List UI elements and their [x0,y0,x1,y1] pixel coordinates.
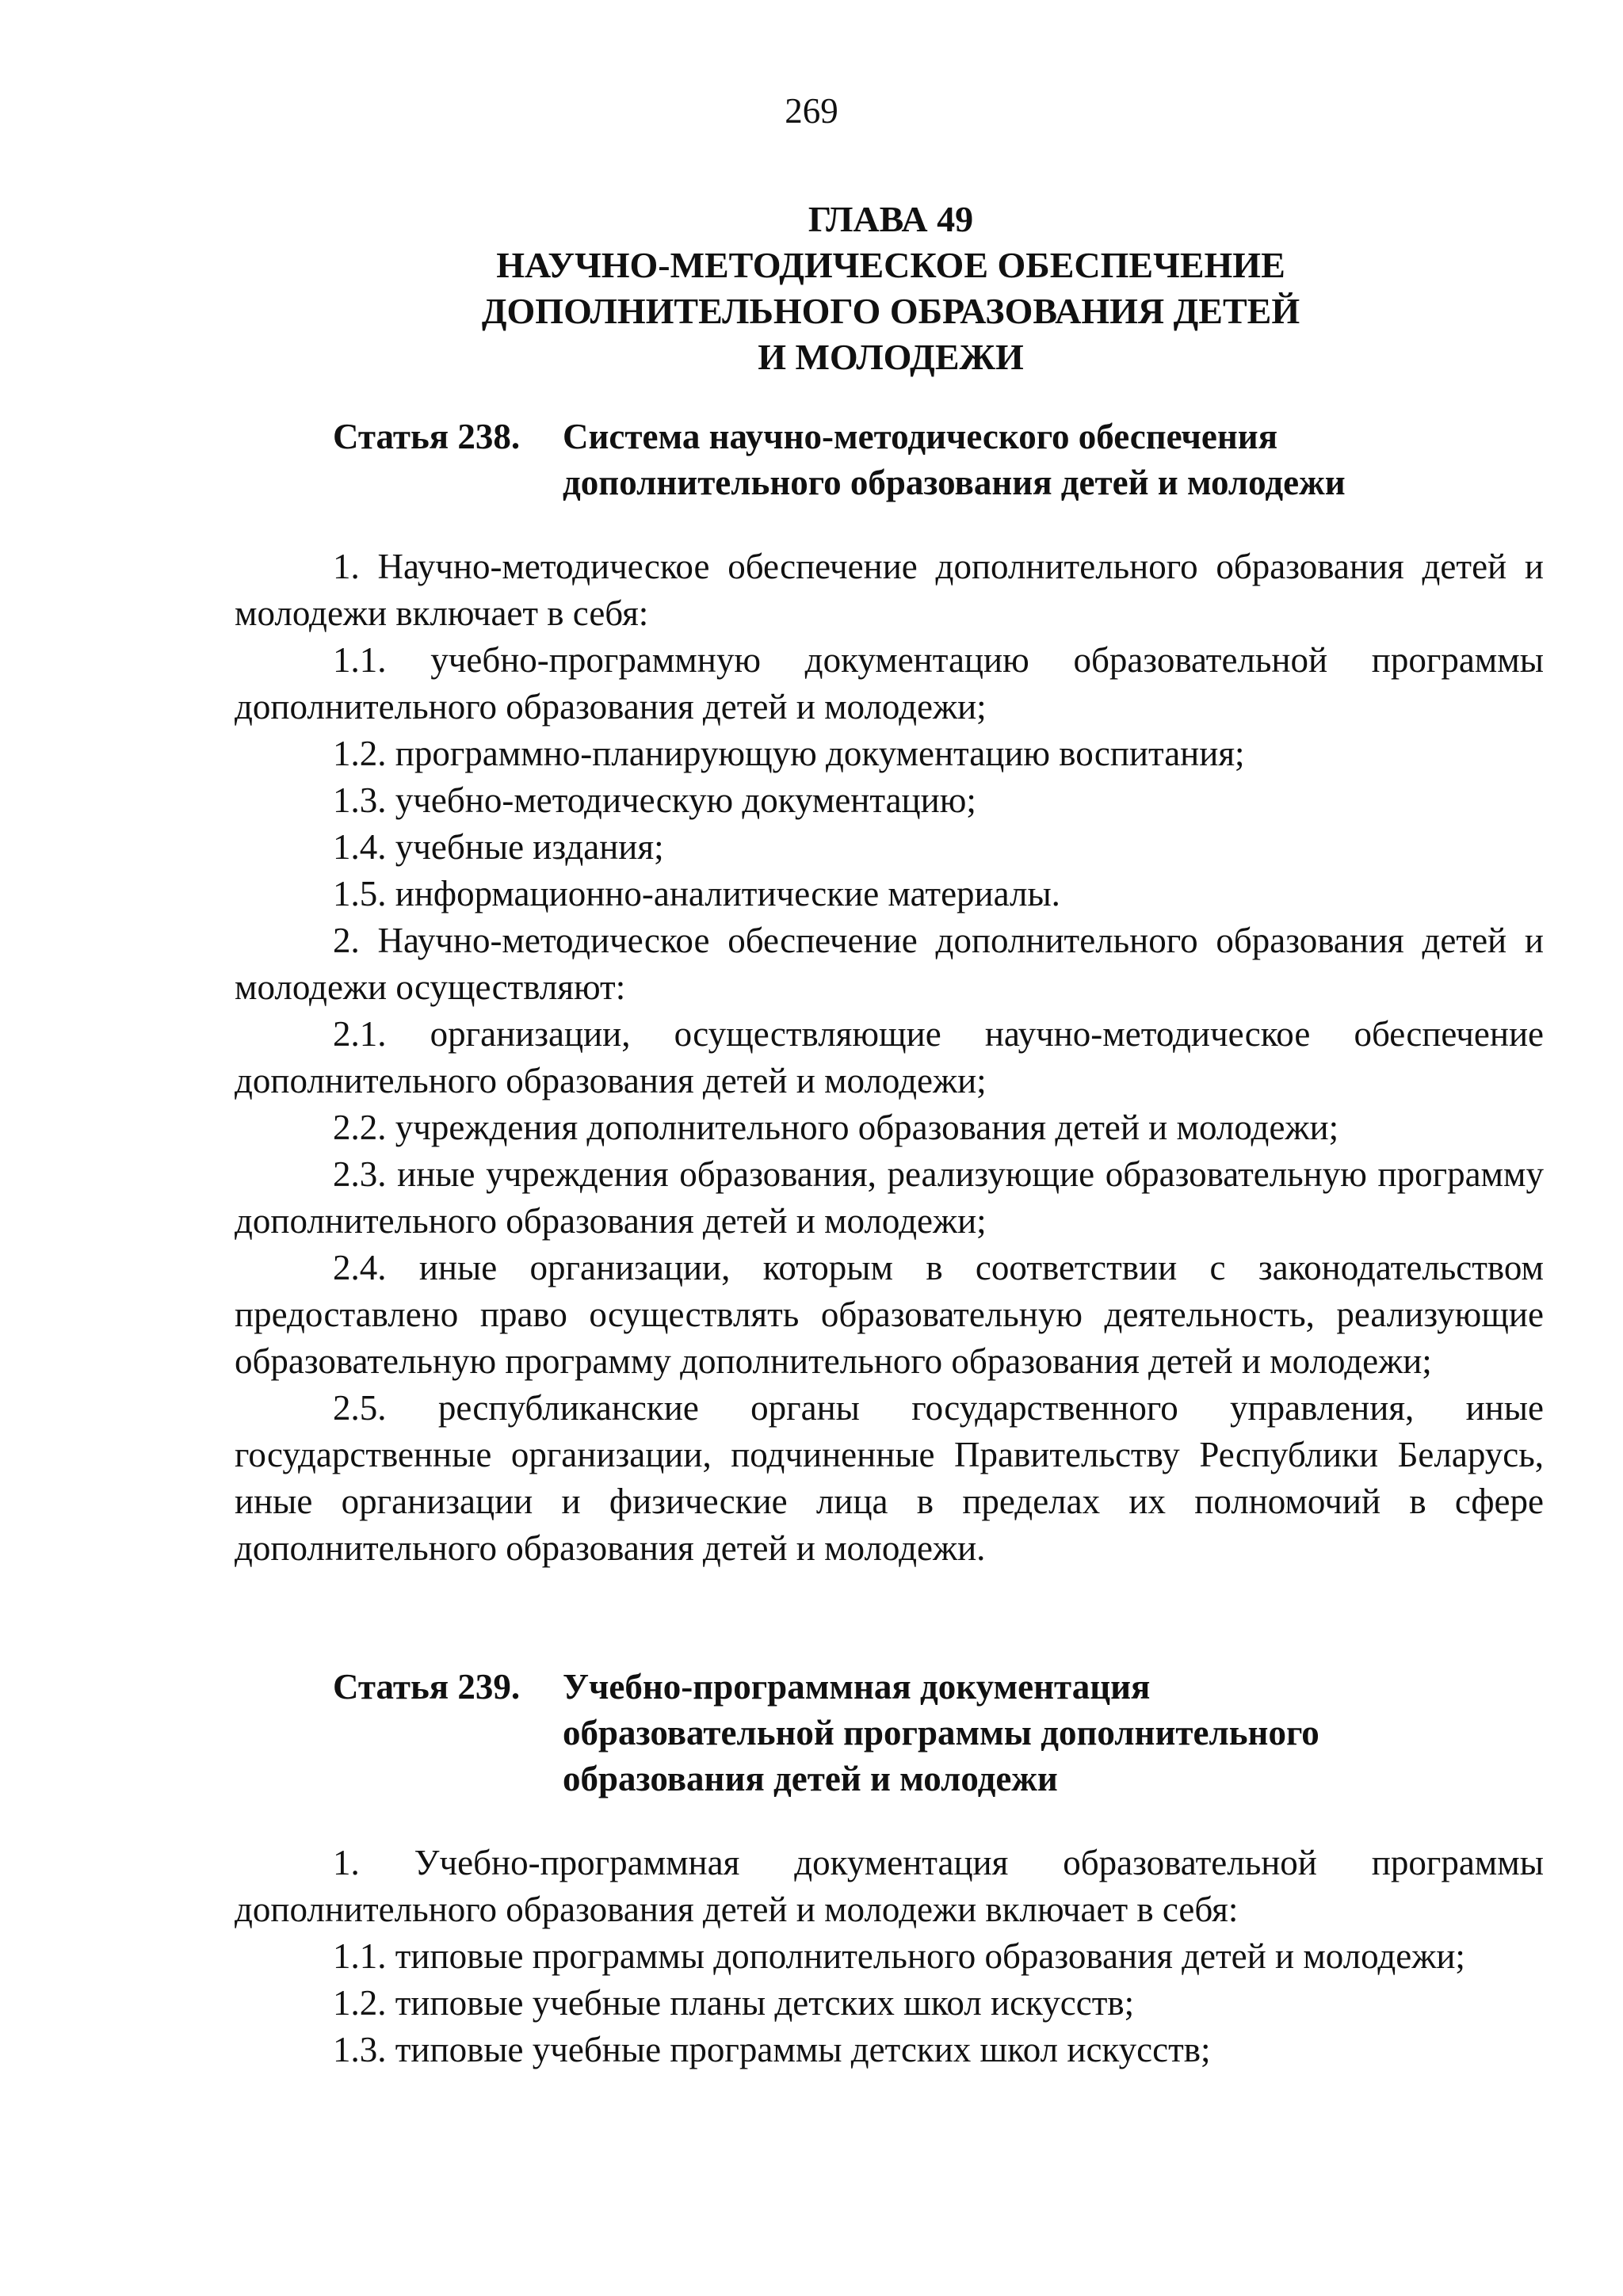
article-title [563,414,1346,505]
paragraph: 2.5. республиканские органы государственного управления, иные государственные организации, подчиненные Правительству Республики Беларусь, иные организации и физические лица в пределах их полномочий в сфере дополнительного образования детей и молодежи. [235,1388,1544,1568]
paragraph: 1. Учебно-программная документация образовательной программы дополнительного образования детей и молодежи включает в себя: [235,1843,1544,1929]
article-title-line: Система научно-методического обеспечения [563,417,1278,456]
chapter-number: ГЛАВА 49 [808,199,974,239]
paragraph: 1.5. информационно-аналитические материалы. [333,874,1060,913]
article-238-body [235,543,1544,1572]
paragraph: 2.4. иные организации, которым в соответствии с законодательством предоставлено право осуществлять образовательную деятельность, реализующие образовательную программу дополнительного образования детей и молодежи; [235,1248,1544,1381]
paragraph: 1.4. учебные издания; [333,827,664,867]
paragraph: 1.1. типовые программы дополнительного образования детей и молодежи; [333,1936,1465,1976]
paragraph: 2. Научно-методическое обеспечение дополнительного образования детей и молодежи осуществляют: [235,921,1544,1007]
article-number: Статья 239. [333,1667,521,1707]
article-title-line: образовательной программы дополнительного [563,1713,1319,1753]
paragraph: 2.3. иные учреждения образования, реализующие образовательную программу дополнительного образования детей и молодежи; [235,1154,1544,1241]
article-239-heading [333,1664,1319,1802]
article-238-heading [333,414,1346,505]
paragraph: 1.1. учебно-программную документацию образовательной программы дополнительного образования детей и молодежи; [235,640,1544,727]
paragraph: 1.3. учебно-методическую документацию; [333,780,976,820]
paragraph: 1. Научно-методическое обеспечение дополнительного образования детей и молодежи включает в себя: [235,547,1544,633]
chapter-title-line: И МОЛОДЕЖИ [758,337,1024,377]
paragraph: 2.1. организации, осуществляющие научно-методическое обеспечение дополнительного образования детей и молодежи; [235,1014,1544,1100]
paragraph: 2.2. учреждения дополнительного образования детей и молодежи; [333,1108,1339,1147]
article-title-line: Учебно-программная документация [563,1667,1151,1707]
article-title-line: дополнительного образования детей и молодежи [563,463,1346,502]
article-title [563,1664,1319,1802]
paragraph: 1.2. программно-планирующую документацию воспитания; [333,734,1245,773]
article-number: Статья 238. [333,417,521,456]
article-239-body [235,1840,1544,2073]
paragraph: 1.2. типовые учебные планы детских школ искусств; [333,1983,1135,2023]
chapter-title-line: ДОПОЛНИТЕЛЬНОГО ОБРАЗОВАНИЯ ДЕТЕЙ [481,291,1300,331]
page-number: 269 [785,91,838,131]
paragraph: 1.3. типовые учебные программы детских школ искусств; [333,2030,1211,2069]
article-title-line: образования детей и молодежи [563,1759,1058,1798]
chapter-heading [238,196,1544,380]
chapter-title-line: НАУЧНО-МЕТОДИЧЕСКОЕ ОБЕСПЕЧЕНИЕ [496,245,1285,285]
